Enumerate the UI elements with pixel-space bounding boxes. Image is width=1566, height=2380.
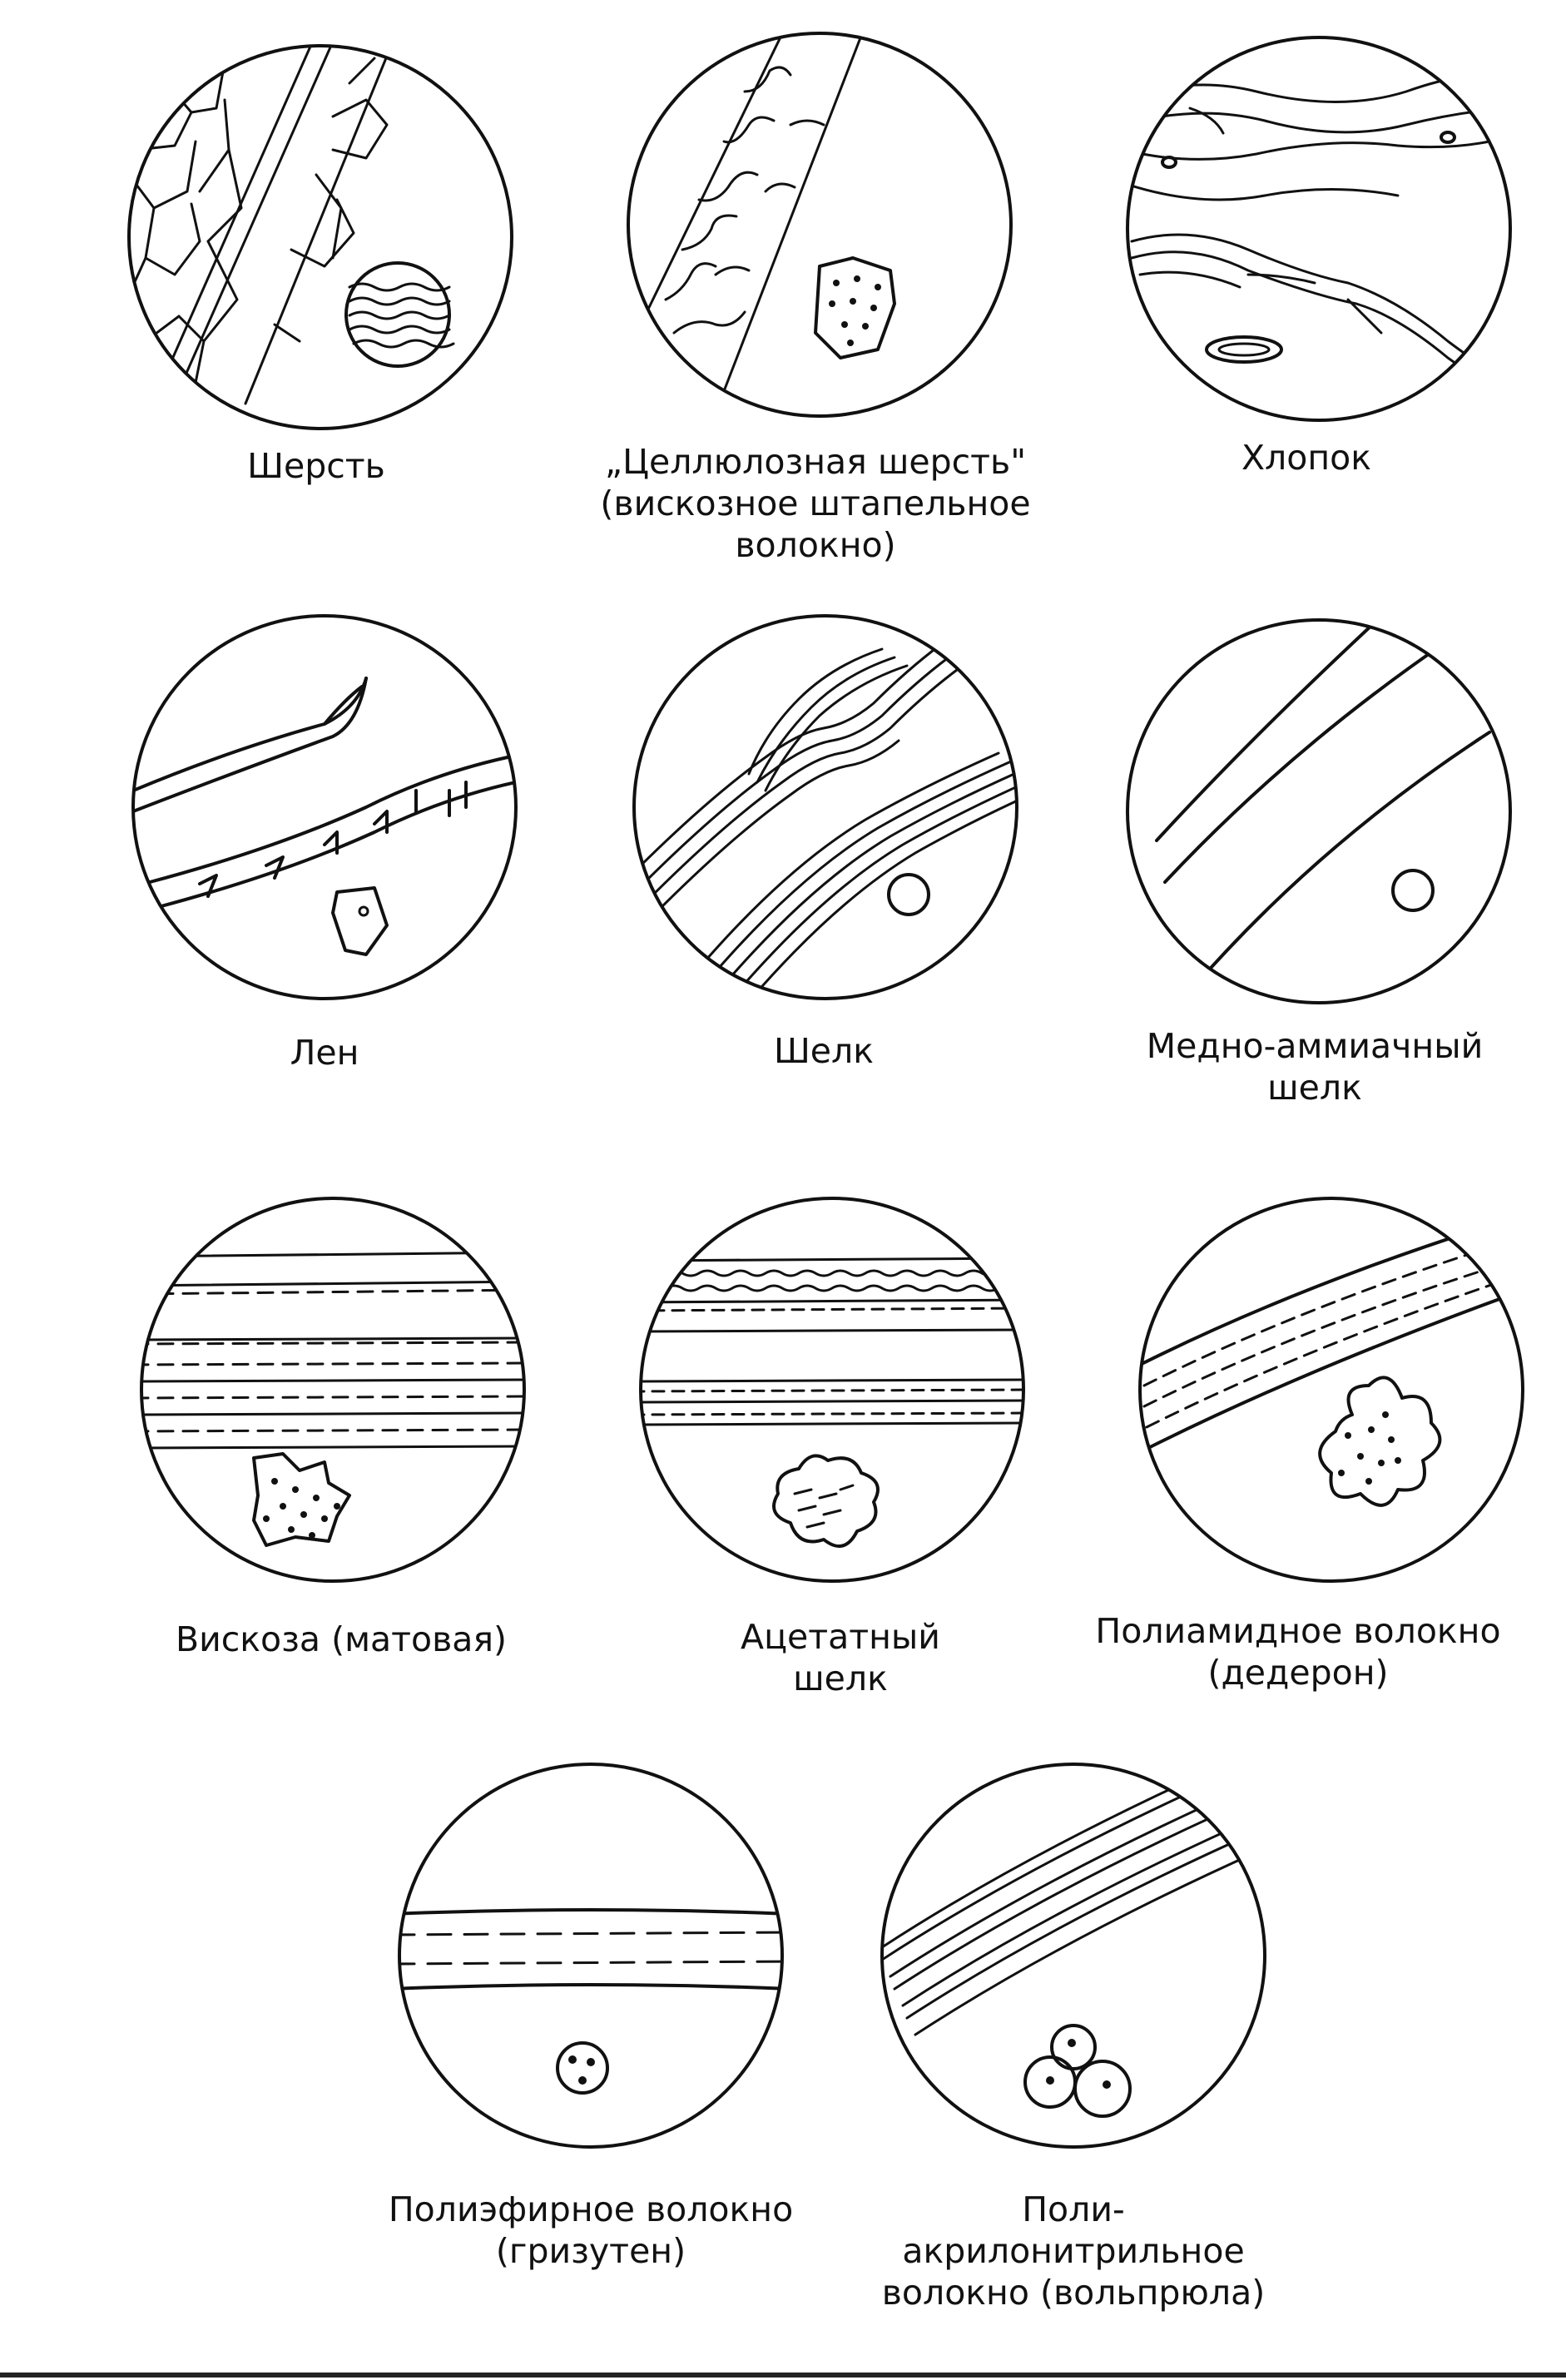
caption-line: Полиэфирное волокно [388,2189,794,2229]
caption-line: (вискозное штапельное [600,483,1031,523]
caption-line: Ацетатный [741,1617,940,1657]
caption-polyamide [1057,1610,1539,1693]
caption-polyester [325,2189,857,2272]
viscose-matte-micrograph [133,1198,533,1581]
caption-line: (дедерон) [1207,1653,1389,1693]
caption-line: „Целлюлозная шерсть" [604,442,1027,482]
cellulose-wool-micrograph [628,17,1011,416]
flax-micrograph [133,616,516,999]
acetate-silk-micrograph [632,1198,1032,1581]
caption-acetate-silk [674,1616,1007,1699]
cotton-micrograph [1123,37,1510,420]
bottom-rule [0,2373,1566,2378]
silk-micrograph [632,616,1048,1011]
caption-line: (гризутен) [495,2231,686,2271]
caption-flax [200,1032,449,1073]
caption-polyacrylonitrile [849,2189,1298,2313]
caption-line: Шелк [773,1031,875,1071]
caption-line: шелк [1267,1068,1362,1108]
caption-line: Поли- [1022,2189,1125,2229]
polyester-micrograph [391,1764,790,2147]
caption-line: шелк [793,1659,888,1698]
caption-line: Хлопок [1241,438,1372,478]
polyacrylonitrile-micrograph [882,1739,1315,2147]
caption-line: акрилонитрильное [902,2231,1245,2271]
caption-line: Вискоза (матовая) [175,1619,508,1659]
caption-line: Полиамидное волокно [1095,1611,1501,1651]
caption-wool [133,445,499,487]
polyamide-micrograph [1140,1198,1548,1581]
caption-silk [699,1030,949,1072]
caption-viscose-matte [116,1619,566,1660]
caption-line: Медно-аммиачный [1146,1026,1484,1066]
caption-copper-ammonia-silk [1082,1025,1548,1108]
wool-micrograph [112,33,512,429]
caption-cellulose-wool [533,441,1098,566]
caption-line: волокно (вольпрюла) [881,2273,1266,2313]
copper-ammonia-silk-micrograph [1127,620,1510,1003]
caption-line: Лен [290,1033,359,1073]
caption-line: волокно) [735,525,896,565]
caption-cotton [1165,437,1448,478]
caption-line: Шерсть [247,446,385,486]
